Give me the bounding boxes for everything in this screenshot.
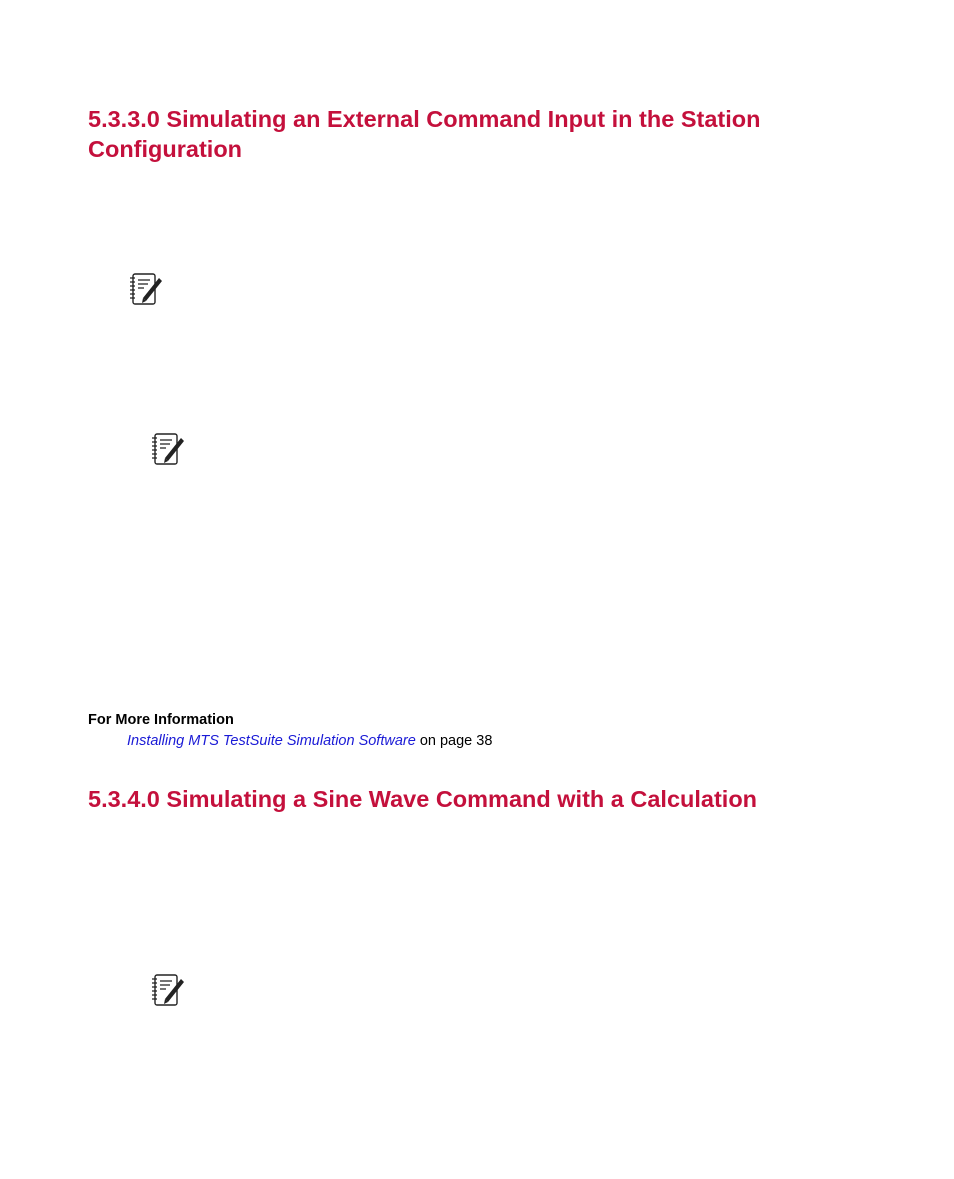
for-more-information-reference [127,732,492,750]
section-heading-5-3-3-0: 5.3.3.0 Simulating an External Command Input in the Station Configuration [88,106,761,162]
note-pencil-icon [127,270,165,308]
installing-simulation-software-link[interactable]: Installing MTS TestSuite Simulation Software [127,733,416,749]
note-pencil-icon [149,971,187,1009]
page-reference: on page 38 [415,733,493,749]
note-pencil-icon [149,430,187,468]
for-more-information-title: For More Information [88,712,234,728]
section-heading-5-3-4-0: 5.3.4.0 Simulating a Sine Wave Command with a Calculation [88,786,758,812]
